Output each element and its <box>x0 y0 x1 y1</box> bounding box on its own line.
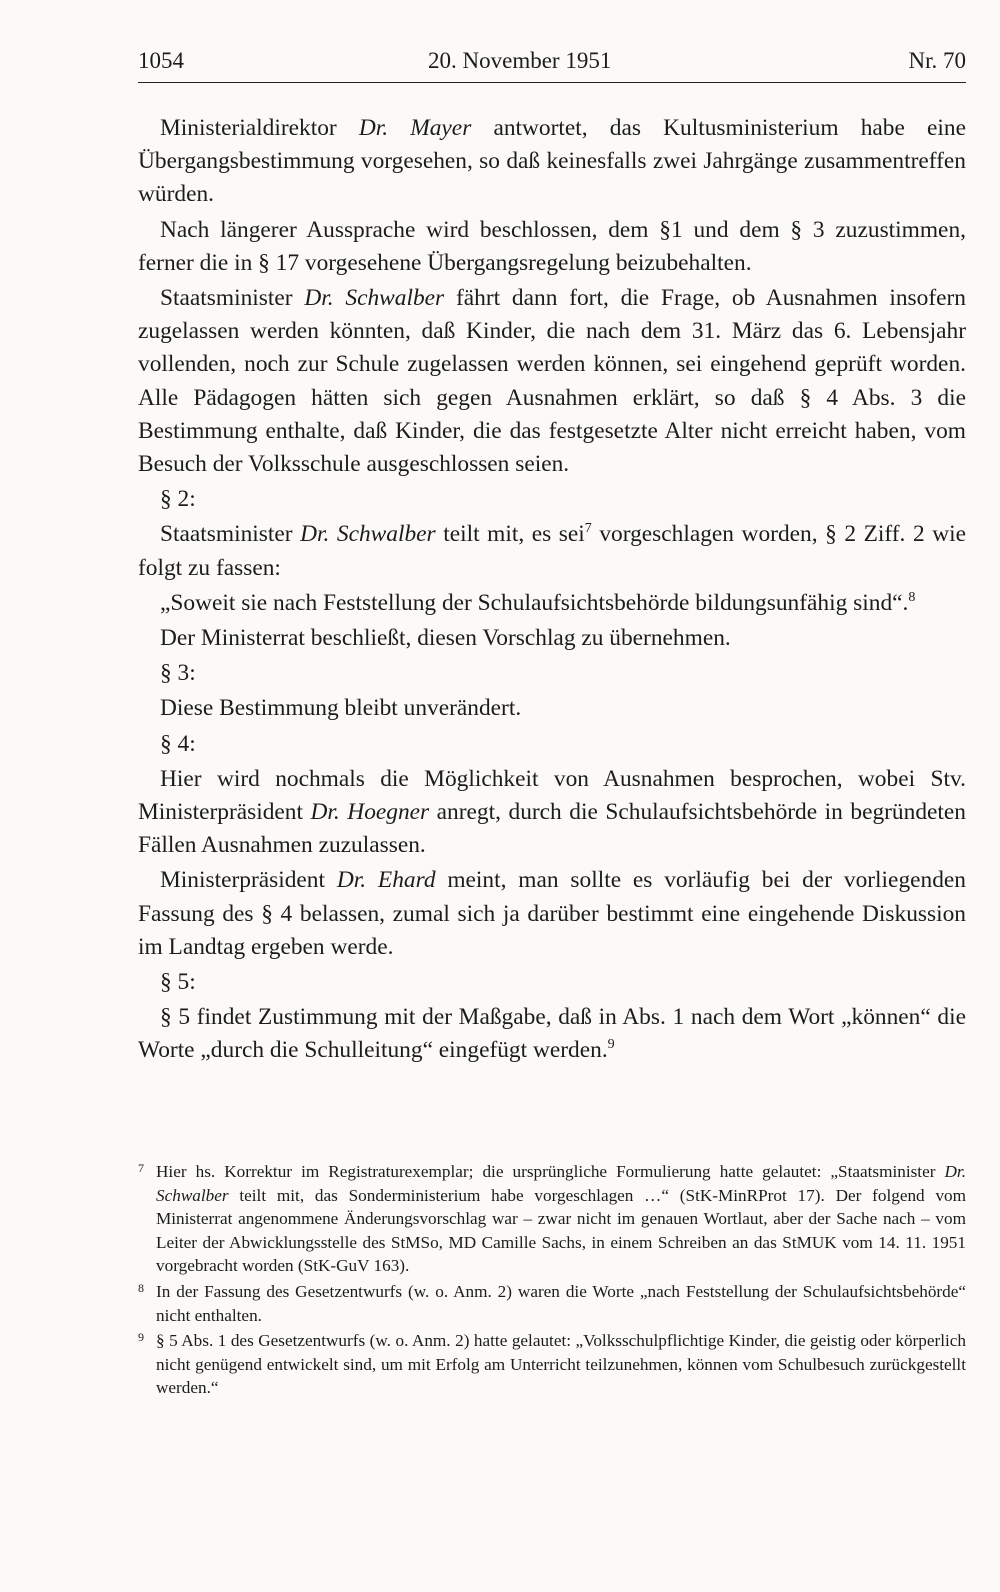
paragraph-quote <box>138 587 966 620</box>
text-run: § 5 findet Zustimmung mit der Maßgabe, daß in Abs. 1 nach dem Wort „können“ die Worte „durch die Schulleitung“ eingefügt werden. <box>138 1004 966 1064</box>
text-run: meint, man sollte es vorläufig bei der vorliegenden Fassung des § 4 belassen, zumal sich ja darüber bestimmt eine eingehende Diskussion im Landtag ergeben werde. <box>138 867 966 960</box>
footnote-marker: 9 <box>138 1330 144 1345</box>
text-run: vorgeschlagen worden, § 2 Ziff. 2 wie folgt zu fassen: <box>138 521 966 581</box>
footnote-ref-8[interactable]: 8 <box>908 590 916 606</box>
section-heading-3: § 3: <box>160 660 196 687</box>
text-run: teilt mit, das Sonderministerium habe vorgeschlagen …“ (StK-MinRProt 17). Der folgend vom Ministerrat angenommene Änderungsvorschlag war – zwar nicht im genauen Wortlaut, aber der Sache nach – vom Leiter der Abwicklungsstelle des StMSo, MD Camille Sachs, in einem Schreiben an das StMUK vom 14. 11. 1951 vorgebracht worden (StK-GuV 163). <box>156 1185 966 1276</box>
text-run: fährt dann fort, die Frage, ob Ausnahmen insofern zugelassen werden könnten, daß Kinder, die nach dem 31. März das 6. Lebensjahr vollenden, noch zur Schule zugelassen werden können, sei eingehend geprüft worden. Alle Pädagogen hätten sich gegen Ausnahmen erklärt, so daß § 4 Abs. 3 die Bestimmung enthalte, daß Kinder, die das festgesetzte Alter nicht erreicht haben, vom Besuch der Volksschule ausgeschlossen seien. <box>138 285 966 478</box>
issue-number: Nr. 70 <box>908 48 966 73</box>
text-run: § 5 Abs. 1 des Gesetzentwurfs (w. o. Anm. 2) hatte gelautet: „Volksschulpflichtige Kinder, die geistig oder körperlich nicht genügend entwickelt sind, um mit Erfolg am Unterricht teilzunehmen, können vom Schulbesuch zurückgestellt werden.“ <box>156 1331 966 1398</box>
footnote-8 <box>138 1280 966 1327</box>
text-run: Ministerialdirektor <box>160 115 359 141</box>
paragraph-schwalber-1 <box>138 282 966 481</box>
section-heading-2: § 2: <box>160 486 196 513</box>
paragraph-decision-2: Der Ministerrat beschließt, diesen Vorschlag zu übernehmen. <box>160 625 731 652</box>
paragraph-section-5 <box>138 1001 966 1067</box>
footnote-ref-9[interactable]: 9 <box>607 1037 615 1053</box>
footnote-ref-7[interactable]: 7 <box>584 521 592 537</box>
person-name: Dr. Hoegner <box>310 799 430 826</box>
page-number: 1054 <box>138 48 184 73</box>
footnotes <box>138 1160 966 1402</box>
text-run: antwortet, das Kultusministerium habe eine Übergangsbestimmung vorgesehen, so daß keinesfalls zwei Jahrgänge zusammentreffen würden. <box>138 115 966 208</box>
body-text <box>138 112 966 1070</box>
paragraph-decision-1: Nach längerer Aussprache wird beschlossen, dem §1 und dem § 3 zuzustimmen, ferner die in § 17 vorgesehene Übergangsregelung beizubehalten. <box>138 216 966 276</box>
section-heading-4: § 4: <box>160 730 196 757</box>
header-rule <box>138 82 966 83</box>
text-run: teilt mit, es sei <box>435 521 585 548</box>
person-name: Dr. Schwalber <box>304 285 445 312</box>
paragraph-mayer <box>138 112 966 212</box>
person-name: Dr. Ehard <box>336 867 436 894</box>
paragraph-hoegner <box>138 763 966 863</box>
header-date: 20. November 1951 <box>428 48 612 73</box>
text-run: anregt, durch die Schulaufsichtsbehörde in begründeten Fällen Ausnahmen zuzulassen. <box>138 799 966 859</box>
person-name: Dr. Mayer <box>358 115 472 141</box>
footnote-9 <box>138 1329 966 1400</box>
text-run: Hier hs. Korrektur im Registraturexemplar; die ursprüngliche Formulierung hatte gelautet: „Staatsminister <box>156 1162 945 1181</box>
text-run: Ministerpräsident <box>160 867 337 894</box>
text-run: Staatsminister <box>160 521 301 548</box>
text-run: „Soweit sie nach Feststellung der Schulaufsichtsbehörde bildungsunfähig sind“. <box>160 589 909 616</box>
person-name: Dr. Schwalber <box>156 1162 966 1205</box>
text-run: Hier wird nochmals die Möglichkeit von Ausnahmen besprochen, wobei Stv. Ministerpräsident <box>138 765 966 826</box>
footnote-marker: 8 <box>138 1280 144 1295</box>
text-run: In der Fassung des Gesetzentwurfs (w. o. Anm. 2) waren die Worte „nach Feststellung der Schulaufsichtsbehörde“ nicht enthalten. <box>156 1281 966 1325</box>
paragraph-ehard <box>138 864 966 964</box>
text-run: Staatsminister <box>160 285 305 312</box>
running-header <box>138 44 966 80</box>
person-name: Dr. Schwalber <box>300 521 436 548</box>
paragraph-schwalber-2 <box>138 518 966 584</box>
footnote-marker: 7 <box>138 1161 144 1175</box>
paragraph-unchanged: Diese Bestimmung bleibt unverändert. <box>160 695 522 722</box>
section-heading-5: § 5: <box>160 969 196 996</box>
footnote-7 <box>138 1160 966 1278</box>
